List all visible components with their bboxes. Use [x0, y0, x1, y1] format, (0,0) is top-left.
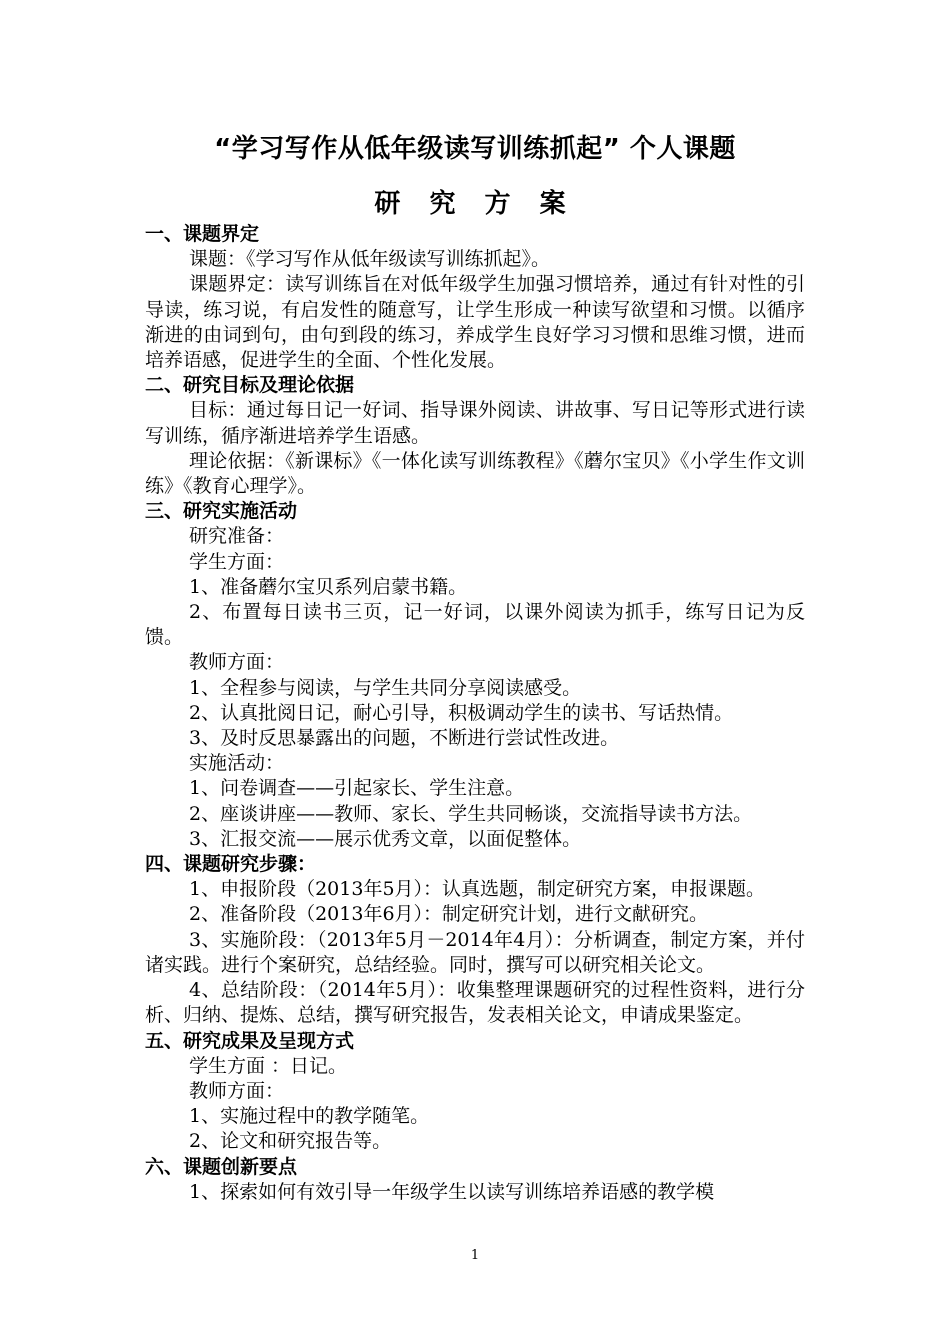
- document-subtitle: 研 究 方 案: [374, 189, 576, 219]
- document-title: “学习写作从低年级读写训练抓起” 个人课题: [214, 134, 736, 164]
- section-heading-5: 五、研究成果及呈现方式: [145, 1029, 355, 1052]
- paragraph: 课题界定：读写训练旨在对低年级学生加强习惯培养，通过有针对性的引导读，练习说，有启发性的随意写，让学生形成一种读写欲望和习惯。以循序渐进的由词到句，由句到段的练习，养成学生良好学习习惯和思维习惯，进而培养语感，促进学生的全面、个性化发展。: [145, 273, 805, 372]
- paragraph: 教师方面：: [189, 651, 285, 674]
- list-item: 2、认真批阅日记，耐心引导，积极调动学生的读书、写话热情。: [189, 701, 734, 724]
- list-item: 1、全程参与阅读，与学生共同分享阅读感受。: [189, 676, 582, 699]
- list-item: 1、探索如何有效引导一年级学生以读写训练培养语感的教学模: [189, 1180, 715, 1203]
- paragraph: 理论依据：《新课标》《一体化读写训练教程》《蘑尔宝贝》《小学生作文训练》《教育心理学》。: [145, 449, 805, 498]
- paragraph: 实施活动：: [189, 752, 285, 775]
- paragraph: 研究准备：: [189, 525, 285, 548]
- section-heading-1: 一、课题界定: [145, 223, 260, 245]
- paragraph: 课题：《学习写作从低年级读写训练抓起》。: [189, 248, 551, 271]
- list-item: 1、实施过程中的教学随笔。: [189, 1105, 430, 1128]
- list-item: 4、总结阶段：（2014年5月）：收集整理课题研究的过程性资料，进行分析、归纳、提炼、总结，撰写研究报告，发表相关论文，申请成果鉴定。: [145, 979, 805, 1027]
- list-item: 3、汇报交流——展示优秀文章，以面促整体。: [189, 827, 582, 850]
- list-item: 2、布置每日读书三页，记一好词，以课外阅读为抓手，练写日记为反馈。: [145, 601, 805, 649]
- list-item: 2、座谈讲座——教师、家长、学生共同畅谈，交流指导读书方法。: [189, 802, 753, 825]
- list-item: 1、准备蘑尔宝贝系列启蒙书籍。: [189, 575, 468, 598]
- list-item: 1、申报阶段（2013年5月）：认真选题，制定研究方案，申报课题。: [189, 878, 766, 901]
- document-body: [145, 222, 805, 1205]
- list-item: 3、及时反思暴露出的问题，不断进行尝试性改进。: [189, 727, 620, 750]
- section-heading-2: 二、研究目标及理论依据: [145, 374, 355, 397]
- section-heading-4: 四、课题研究步骤：: [145, 853, 317, 876]
- section-heading-6: 六、课题创新要点: [145, 1155, 298, 1178]
- list-item: 2、准备阶段（2013年6月）：制定研究计划，进行文献研究。: [189, 903, 709, 926]
- paragraph: 学生方面 ：日记。: [189, 1054, 348, 1077]
- list-item: 2、论文和研究报告等。: [189, 1130, 392, 1153]
- paragraph: 目标：通过每日记一好词、指导课外阅读、讲故事、写日记等形式进行读写训练，循序渐进培养学生语感。: [145, 399, 805, 447]
- paragraph: 学生方面：: [189, 550, 285, 573]
- list-item: 1、问卷调查——引起家长、学生注意。: [189, 777, 525, 800]
- list-item: 3、实施阶段：（2013年5月－2014年4月）：分析调查，制定方案，并付诸实践。进行个案研究，总结经验。同时，撰写可以研究相关论文。: [145, 928, 805, 976]
- page-number: 1: [470, 1248, 480, 1263]
- section-heading-3: 三、研究实施活动: [145, 500, 298, 523]
- paragraph: 教师方面：: [189, 1079, 285, 1102]
